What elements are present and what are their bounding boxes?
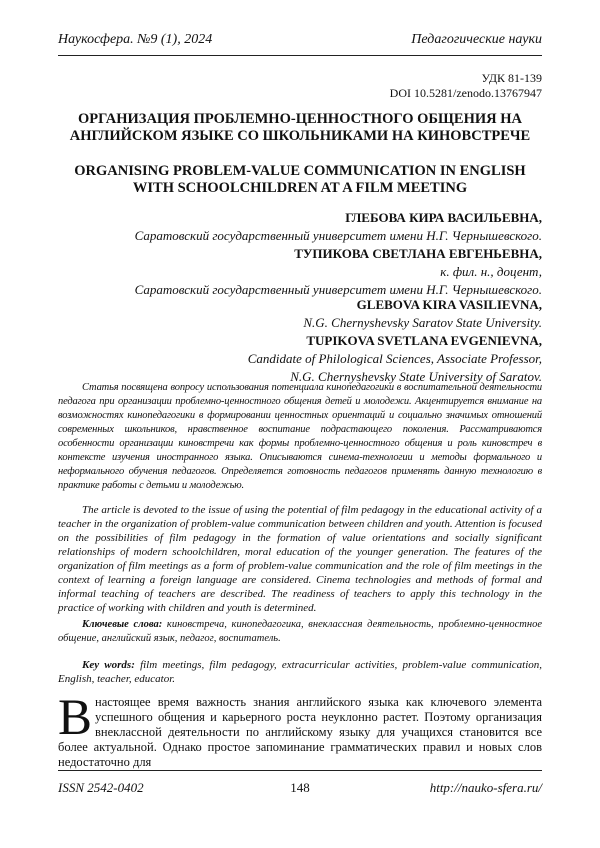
drop-cap: В: [58, 690, 93, 746]
body-paragraph: [58, 690, 542, 770]
title-russian: ОРГАНИЗАЦИЯ ПРОБЛЕМНО-ЦЕННОСТНОГО ОБЩЕНИЯ НА АНГЛИЙСКОМ ЯЗЫКЕ СО ШКОЛЬНИКАМИ НА КИНОВСТРЕЧЕ: [69, 111, 531, 144]
running-header: [58, 32, 542, 50]
keywords-russian: [58, 618, 542, 646]
author-affiliation: N.G. Chernyshevsky Saratov State University.: [303, 315, 542, 330]
author-degree: к. фил. н., доцент,: [440, 264, 542, 279]
authors-english: [248, 296, 542, 386]
title-english: ORGANISING PROBLEM-VALUE COMMUNICATION IN ENGLISH WITH SCHOOLCHILDREN AT A FILM MEETING: [74, 163, 526, 196]
doi: DOI 10.5281/zenodo.13767947: [389, 86, 542, 100]
keywords-text: киновстреча, кинопедагогика, внеклассная деятельность, проблемно-ценностное общение, английский язык, педагог, воспитатель.: [58, 619, 543, 644]
header-divider: [58, 55, 542, 56]
author-affiliation: Саратовский государственный университет имени Н.Г. Чернышевского.: [134, 228, 542, 243]
author-name: GLEBOVA KIRA VASILIEVNA,: [356, 297, 542, 312]
author-affiliation: Саратовский государственный университет имени Н.Г. Чернышевского.: [134, 282, 542, 297]
udk-code: УДК 81-139: [481, 71, 542, 85]
journal-issue: Наукосфера. №9 (1), 2024: [58, 32, 213, 47]
abstract-english: The article is devoted to the issue of using the potential of film pedagogy in the educational activity of a teacher in the organization of problem-value communication between children and youth. Attention is focused on the possibilities of film pedagogy in the formation of value orientations and socially significant relationships of modern schoolchildren, moral education of the younger generation. The features of the organization of film meetings as a form of problem-value communication and the role of film meetings in the context of learning a foreign language are considered. Cinema technologies and methods of formal and informal teaching of teachers are described. The readiness of teachers to apply this technology in the practice of working with children and youth is determined.: [58, 504, 542, 614]
keywords-label: Key words:: [82, 659, 135, 671]
author-affiliation: N.G. Chernyshevsky State University of Saratov.: [290, 369, 542, 384]
authors-russian: [135, 209, 542, 299]
issn: ISSN 2542-0402: [58, 780, 144, 795]
keywords-text: film meetings, film pedagogy, extracurricular activities, problem-value communication, English, teacher, educator.: [58, 659, 542, 685]
article-identifiers: [390, 71, 542, 101]
body-text: настоящее время важность знания английского языка как ключевого элемента успешного общения и карьерного роста неуклонно растет. Поэтому организация внеклассной деятельности по английскому языку для учащихся становится все более актуальной. Однако простое запоминание грамматических правил и новых слов недостаточно для: [58, 695, 542, 769]
author-name: ГЛЕБОВА КИРА ВАСИЛЬЕВНА,: [345, 210, 542, 225]
page-number: 148: [290, 780, 310, 795]
keywords-english: [58, 658, 542, 686]
author-name: TUPIKOVA SVETLANA EVGENIEVNA,: [306, 333, 542, 348]
journal-url[interactable]: http://nauko-sfera.ru/: [429, 780, 542, 795]
journal-section: Педагогические науки: [411, 32, 542, 47]
author-degree: Candidate of Philological Sciences, Associate Professor,: [247, 351, 542, 366]
footer-divider: [58, 770, 542, 771]
page-footer: [58, 779, 542, 797]
keywords-label: Ключевые слова:: [82, 619, 163, 630]
abstract-russian: Статья посвящена вопросу использования потенциала кинопедагогики в воспитательной деятельности педагога при организации проблемно-ценностного общения детей и молодежи. Акцентируется внимание на возможностях кинопедагогики в формировании ценностных ориентаций и социально значимых отношений современных школьников, нравственное воспитание подрастающего поколения. Рассматриваются особенности организации киновстречи как формы проблемно-ценностного общения и роль киновстреч в контексте изучения иностранного языка. Описываются синема-технологии и методы формального и неформального обучения педагогов. Определяется готовность педагогов применять данную технологию в практике работы с детьми и молодежью.: [58, 382, 542, 491]
author-name: ТУПИКОВА СВЕТЛАНА ЕВГЕНЬЕВНА,: [294, 246, 542, 261]
